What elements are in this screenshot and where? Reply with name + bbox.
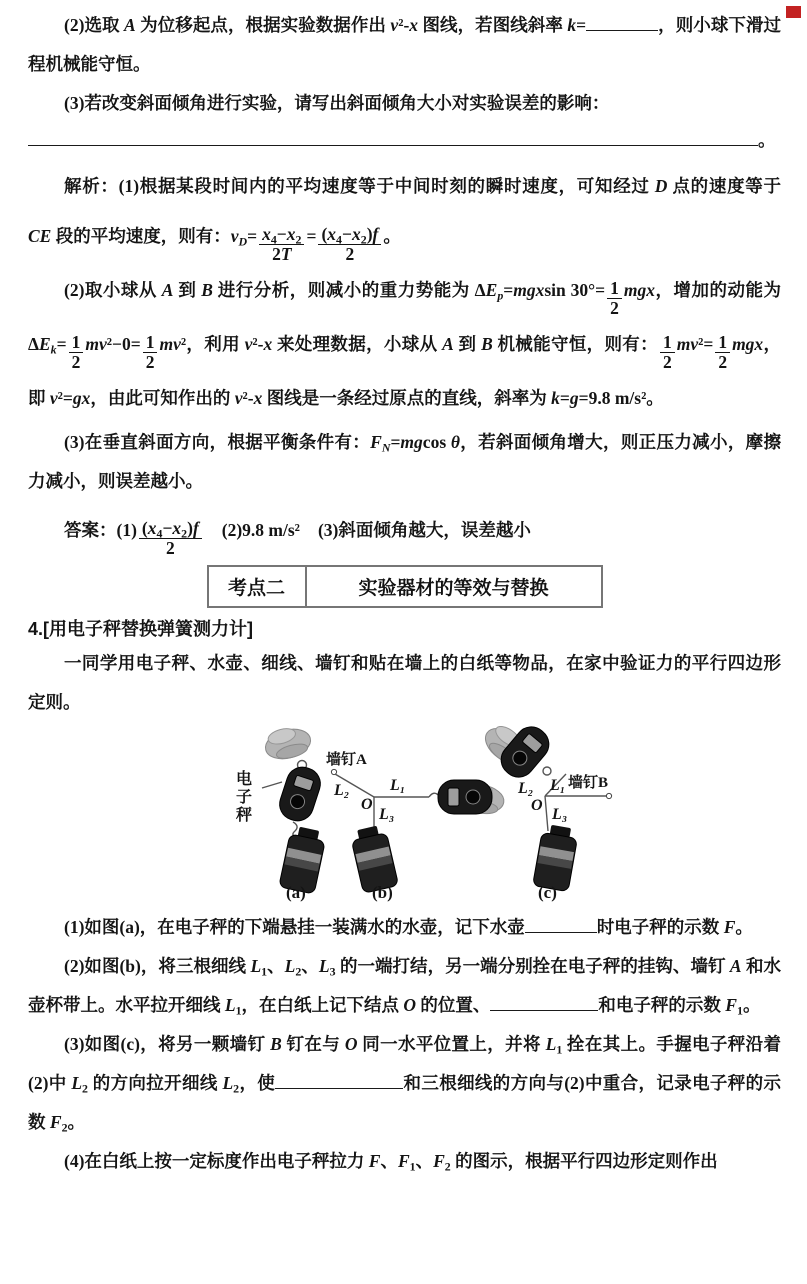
paragraph-question-2: (2)选取 A 为位移起点，根据实验数据作出 v²-x 图线，若图线斜率 k= ，则小球下滑过程机械能守恒。	[28, 15, 782, 74]
electronic-scale-icon	[438, 780, 492, 814]
paragraph-analysis-3: (3)在垂直斜面方向，根据平衡条件有：$F_N=mgcos$ θ，若斜面倾角增大，则正压力减小，摩擦力减小，则误差越小。	[28, 431, 782, 491]
fraction: $\frac{1}{2}$	[143, 333, 158, 373]
label-o: O	[361, 795, 373, 813]
fill-in-blank	[275, 1071, 403, 1089]
fill-in-blank	[586, 13, 658, 31]
fraction: $\frac{1}{2}$	[607, 279, 622, 319]
topic-box-label: 考点二	[209, 567, 307, 606]
label-l2: L₂	[334, 781, 350, 799]
caption-c: (c)	[538, 882, 557, 902]
label-l3: L₃	[552, 805, 568, 823]
answer-blank-line: 。	[28, 123, 781, 157]
label-pointer-line	[262, 782, 282, 788]
topic-box-title: 实验器材的等效与替换	[358, 577, 549, 599]
label-l2: L₂	[518, 779, 534, 797]
fraction: $\frac{1}{2}$	[660, 333, 675, 373]
paragraph-step-3: (3)如图(c)，将另一颗墙钉 B 钉在与 O 同一水平位置上，并将 $L_1$ 拴在其上。手握电子秤沿着(2)中 $L_2$ 的方向拉开细线 $L_2$，使 和三根细线的方向与(2)中重合，记录电子秤的示数 $F_2$。	[28, 1033, 782, 1135]
wall-nail-a-label: 墙钉A	[326, 751, 367, 768]
diagram-c	[479, 726, 611, 902]
label-l1: L₁	[390, 776, 406, 794]
paragraph-step-4: (4)在白纸上按一定标度作出电子秤拉力 F、$F_1$、$F_2$ 的图示，根据平行四边形定则作出	[64, 1150, 718, 1174]
label-l1: L₁	[550, 776, 566, 794]
fraction: $\frac{(x_4-x_2)f}{2}$	[139, 519, 202, 559]
hand-icon	[262, 726, 314, 763]
caption-b: (b)	[372, 882, 393, 902]
caption-a: (a)	[286, 882, 306, 902]
fill-in-blank	[28, 128, 758, 146]
fill-in-blank	[525, 915, 597, 933]
paragraph-answer: 答案：(1) $\frac{(x_4-x_2)f}{2}$ (2)9.8 m/s² (3)斜面倾角越大，误差越小	[64, 517, 531, 559]
paragraph-analysis-2: (2)取小球从 A 到 B 进行分析，则减小的重力势能为 $\Delta E_p=mgxsin$ 30°= $\frac{1}{2}$ mgx，增加的动能为 $\Delta E_k=$ $\frac{1}{2}$ mv²−0= $\frac{1}{2}$ mv²，利用 v²-x 来处理数据，小球从 A 到 B 机械能守恒，则有： $\frac{1}{2}$ mv²= $\frac{1}{2}$ mgx，即 v²=gx，由此可知作出的 v²-x 图线是一条经过原点的直线，斜率为 k=g=9.8 m/s²。	[28, 277, 782, 408]
electronic-scale-icon	[275, 763, 324, 825]
paragraph-analysis-1: 解析：(1)根据某段时间内的平均速度等于中间时刻的瞬时速度，可知经过 D 点的速度等于 CE 段的平均速度，则有：$v_D=$ $\frac{x_4-x_2}{2T}$ = $\frac{(x_4-x_2)f}{2}$ 。	[28, 176, 782, 265]
paragraph-step-2: (2)如图(b)，将三根细线 $L_1$、$L_2$、$L_3$ 的一端打结，另一端分别拴在电子秤的挂钩、墙钉 A 和水壶杯带上。水平拉开细线 $L_1$，在白纸上记下结点 O 的位置、 和电子秤的示数 $F_1$。	[28, 955, 782, 1018]
paragraph-intro: 一同学用电子秤、水壶、细线、墙钉和贴在墙上的白纸等物品，在家中验证力的平行四边形定则。	[28, 652, 781, 712]
kettle-icon	[533, 823, 579, 891]
string-l3	[545, 796, 548, 831]
wall-nail-b-label: 墙钉B	[568, 774, 609, 791]
figure-svg	[178, 726, 638, 906]
fraction: $\frac{1}{2}$	[69, 333, 84, 373]
fraction: $\frac{x_4-x_2}{2T}$	[259, 225, 304, 265]
experiment-figure	[178, 726, 638, 906]
scale-ring-icon	[543, 767, 551, 775]
fraction: $\frac{1}{2}$	[715, 333, 730, 373]
wall-nail-icon	[606, 793, 611, 798]
diagram-a	[234, 726, 328, 902]
scale-label: 电子秤	[233, 769, 251, 824]
label-o: O	[531, 796, 543, 814]
paragraph-step-1: (1)如图(a)，在电子秤的下端悬挂一装满水的水壶，记下水壶 时电子秤的示数 F。	[64, 916, 753, 937]
fill-in-blank	[490, 993, 598, 1011]
topic-box	[207, 565, 603, 608]
label-l3: L₃	[379, 805, 395, 823]
item-4-heading: 4.[用电子秤替换弹簧测力计]	[28, 618, 253, 639]
paragraph-question-3: (3)若改变斜面倾角进行实验，请写出斜面倾角大小对实验误差的影响：	[64, 93, 610, 113]
fraction: $\frac{(x_4-x_2)f}{2}$	[318, 225, 381, 265]
diagram-b	[326, 750, 506, 902]
red-corner-marker	[786, 6, 801, 18]
